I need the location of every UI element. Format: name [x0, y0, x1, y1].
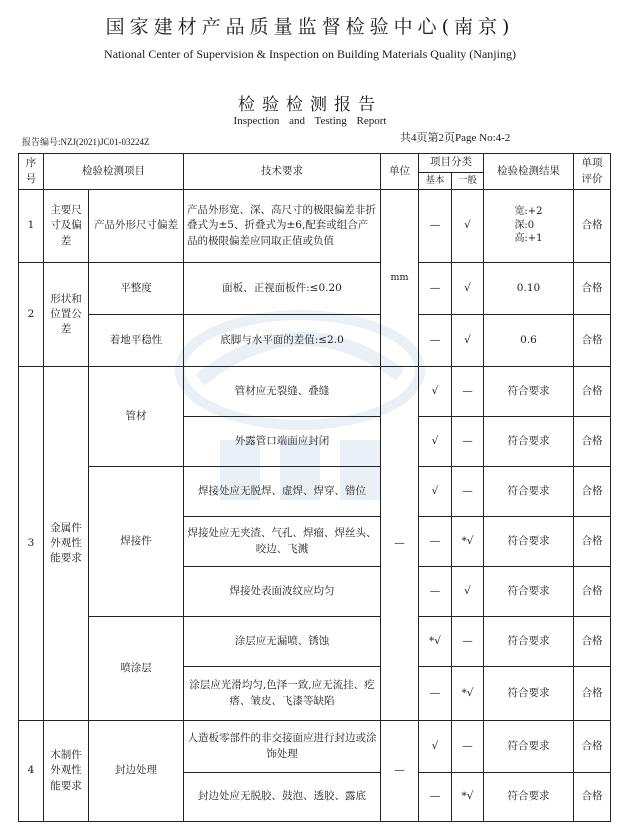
- header-evaluation: 单项评价: [574, 154, 611, 190]
- section-name: 主要尺寸及偏差: [44, 190, 89, 263]
- page-number: 共4页第2页Page No:4-2: [400, 132, 511, 144]
- basic-cell: —: [419, 567, 452, 617]
- section-no: 2: [19, 263, 44, 367]
- group-name: 喷涂层: [89, 617, 184, 721]
- result-cell: 符合要求: [484, 567, 574, 617]
- result-cell: 符合要求: [484, 417, 574, 467]
- table-row: [19, 190, 611, 263]
- evaluation-cell: 合格: [574, 263, 611, 315]
- requirement-text: 外露管口端面应封闭: [184, 417, 381, 467]
- result-cell: 符合要求: [484, 667, 574, 721]
- general-cell: —: [452, 367, 484, 417]
- evaluation-cell: 合格: [574, 367, 611, 417]
- requirement-text: 底脚与水平面的差值:≤2.0: [184, 315, 381, 367]
- basic-cell: —: [419, 517, 452, 567]
- section-name: 金属件外观性能要求: [44, 367, 89, 721]
- evaluation-cell: 合格: [574, 417, 611, 467]
- general-cell: √: [452, 315, 484, 367]
- result-depth: 深:0: [514, 219, 535, 231]
- group-name: 管材: [89, 367, 184, 467]
- header-unit: 单位: [381, 154, 419, 190]
- header-basic: 基本: [419, 173, 452, 190]
- inspection-table: [18, 153, 611, 822]
- report-title-en: Inspection and Testing Report: [233, 115, 387, 127]
- requirement-text: 产品外形宽、深、高尺寸的极限偏差非折叠式为±5、折叠式为±6,配套或组合产品的极限偏差应同取正值或负值: [184, 190, 381, 263]
- requirement-text: 焊接处应无夹渣、气孔、焊瘤、焊丝头、咬边、飞溅: [184, 517, 381, 567]
- unit-cell: —: [381, 721, 419, 822]
- section-no: 3: [19, 367, 44, 721]
- table-row: [19, 263, 611, 315]
- section-name: 木制件外观性能要求: [44, 721, 89, 822]
- result-cell: 符合要求: [484, 367, 574, 417]
- requirement-text: 面板、正视面板件:≤0.20: [184, 263, 381, 315]
- group-name: 焊接件: [89, 467, 184, 617]
- general-cell: —: [452, 721, 484, 773]
- result-cell: 符合要求: [484, 617, 574, 667]
- item-name: 平整度: [89, 263, 184, 315]
- unit-mm: mm: [390, 272, 409, 284]
- requirement-text: 焊接处表面波纹应均匀: [184, 567, 381, 617]
- unit-cell: [381, 190, 419, 367]
- table-row: [19, 315, 611, 367]
- item-name: 产品外形尺寸偏差: [89, 190, 184, 263]
- center-title-en: National Center of Supervision & Inspection on Building Materials Quality (Nanjing): [104, 47, 516, 61]
- header-result: 检验检测结果: [484, 154, 574, 190]
- requirement-text: 焊接处应无脱焊、虚焊、焊穿、错位: [184, 467, 381, 517]
- evaluation-cell: 合格: [574, 773, 611, 822]
- dimension-results: [514, 205, 542, 246]
- result-cell: 符合要求: [484, 517, 574, 567]
- basic-cell: *√: [419, 617, 452, 667]
- evaluation-cell: 合格: [574, 667, 611, 721]
- result-cell: 符合要求: [484, 721, 574, 773]
- evaluation-cell: 合格: [574, 721, 611, 773]
- result-cell: 0.6: [484, 315, 574, 367]
- requirement-text: 封边处应无脱胶、鼓泡、透胶、露底: [184, 773, 381, 822]
- general-cell: —: [452, 617, 484, 667]
- evaluation-cell: 合格: [574, 190, 611, 263]
- result-cell: [484, 190, 574, 263]
- header-item: 检验检测项目: [44, 154, 184, 190]
- requirement-text: 涂层应无漏喷、锈蚀: [184, 617, 381, 667]
- result-cell: 0.10: [484, 263, 574, 315]
- report-number: 报告编号:NZJ(2021)JC01-03224Z: [22, 137, 150, 147]
- item-name: 着地平稳性: [89, 315, 184, 367]
- general-cell: √: [452, 263, 484, 315]
- section-no: 4: [19, 721, 44, 822]
- evaluation-cell: 合格: [574, 567, 611, 617]
- result-height: 高:+1: [514, 233, 543, 245]
- basic-cell: √: [419, 721, 452, 773]
- section-name: 形状和位置公差: [44, 263, 89, 367]
- result-cell: 符合要求: [484, 773, 574, 822]
- evaluation-cell: 合格: [574, 617, 611, 667]
- evaluation-cell: 合格: [574, 315, 611, 367]
- requirement-text: 管材应无裂缝、叠缝: [184, 367, 381, 417]
- general-cell: *√: [452, 517, 484, 567]
- basic-cell: —: [419, 190, 452, 263]
- requirement-text: 人造板零部件的非交接面应进行封边或涂饰处理: [184, 721, 381, 773]
- requirement-text: 涂层应光滑均匀,色泽一致,应无流挂、疙瘩、皱皮、飞漆等缺陷: [184, 667, 381, 721]
- item-name: 封边处理: [89, 721, 184, 822]
- center-title-cn: 国家建材产品质量监督检验中心(南京): [105, 16, 515, 38]
- basic-cell: —: [419, 667, 452, 721]
- table-row: [19, 617, 611, 667]
- general-cell: *√: [452, 667, 484, 721]
- header-category: 项目分类: [419, 154, 484, 173]
- report-title-cn: 检验检测报告: [238, 95, 382, 115]
- table-row: [19, 721, 611, 773]
- table-row: [19, 367, 611, 417]
- evaluation-cell: 合格: [574, 467, 611, 517]
- section-no: 1: [19, 190, 44, 263]
- basic-cell: √: [419, 467, 452, 517]
- header-requirement: 技术要求: [184, 154, 381, 190]
- general-cell: —: [452, 417, 484, 467]
- result-cell: 符合要求: [484, 467, 574, 517]
- basic-cell: √: [419, 417, 452, 467]
- general-cell: √: [452, 190, 484, 263]
- general-cell: √: [452, 567, 484, 617]
- header-row: [19, 154, 611, 173]
- general-cell: *√: [452, 773, 484, 822]
- basic-cell: —: [419, 773, 452, 822]
- unit-cell: —: [381, 367, 419, 721]
- general-cell: —: [452, 467, 484, 517]
- header-seq: 序号: [19, 154, 44, 190]
- basic-cell: √: [419, 367, 452, 417]
- evaluation-cell: 合格: [574, 517, 611, 567]
- header-general: 一般: [452, 173, 484, 190]
- basic-cell: —: [419, 263, 452, 315]
- basic-cell: —: [419, 315, 452, 367]
- table-row: [19, 467, 611, 517]
- result-width: 宽:+2: [514, 206, 543, 218]
